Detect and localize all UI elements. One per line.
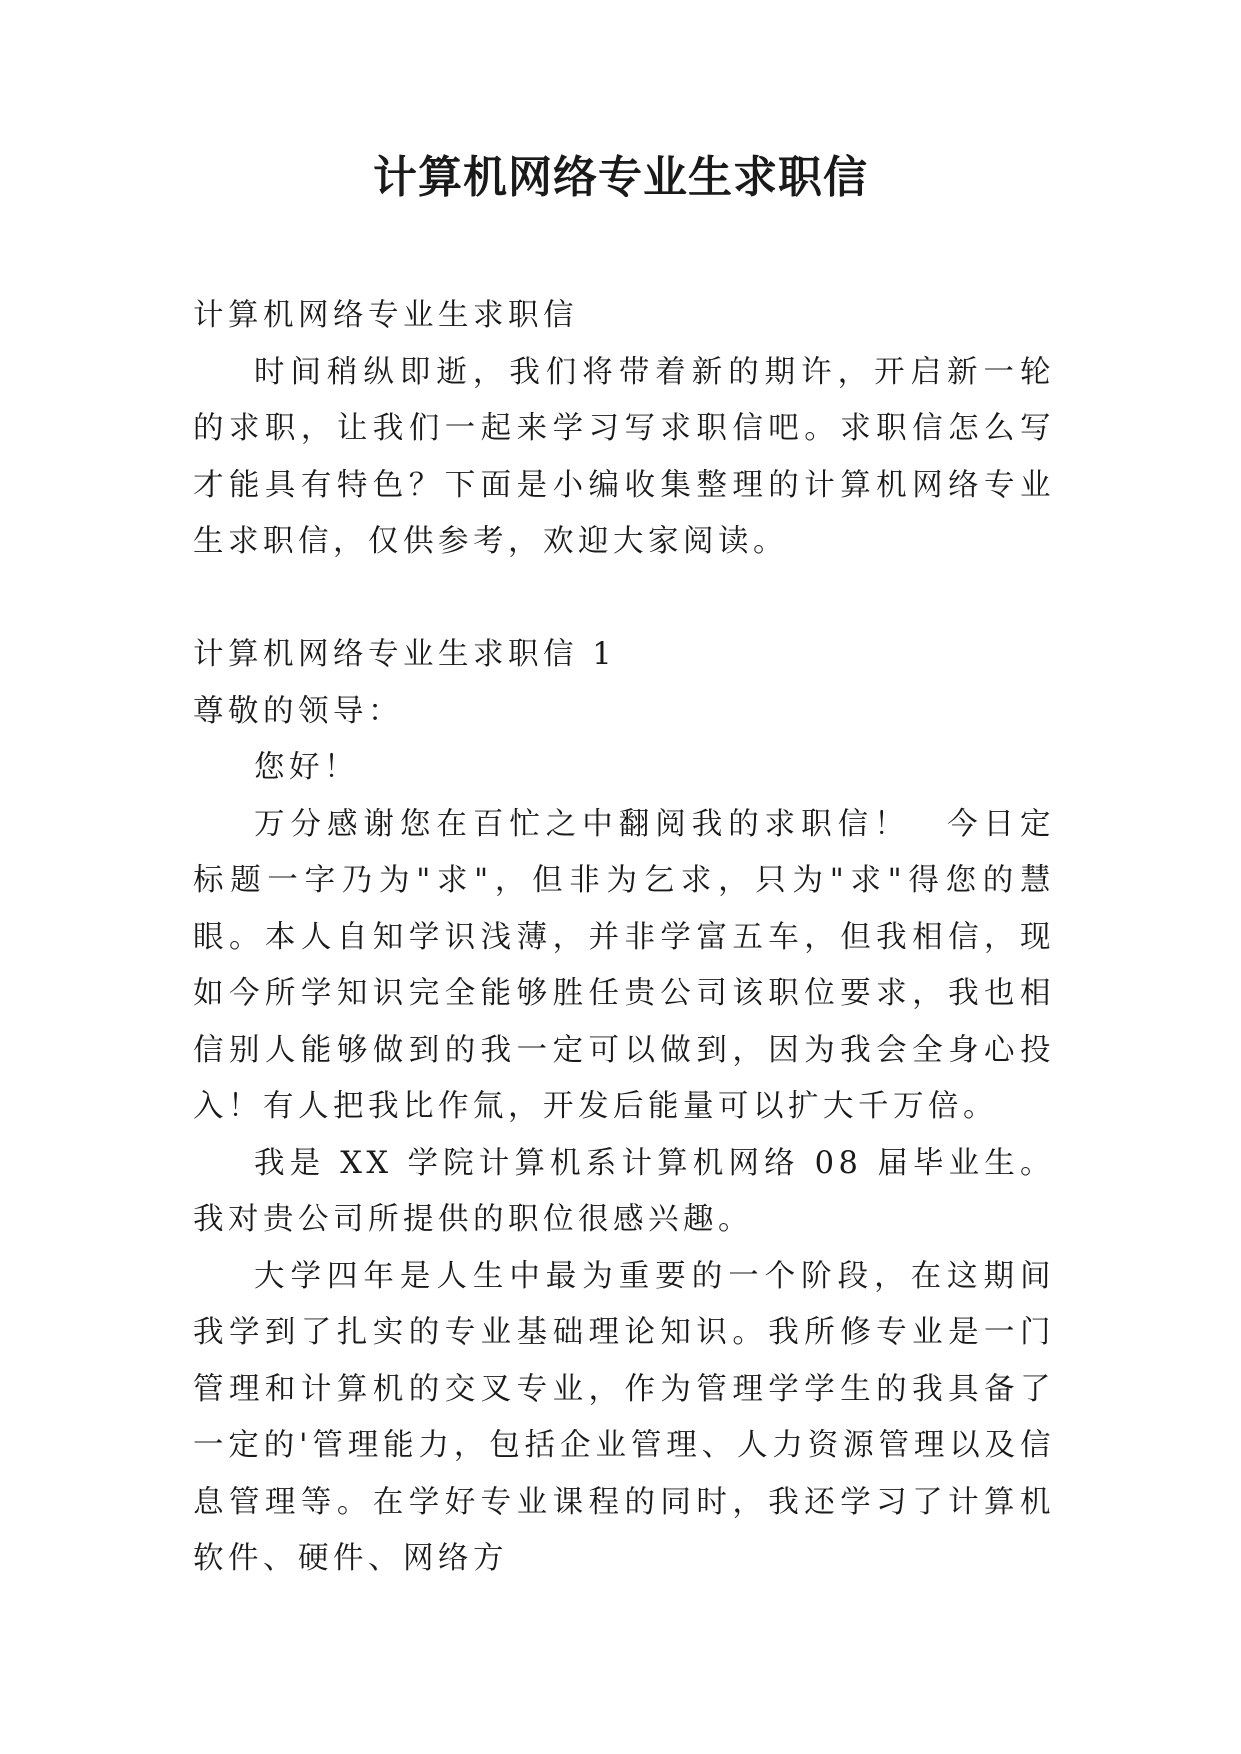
letter-heading: 计算机网络专业生求职信 1: [193, 637, 617, 672]
body-paragraph-2: 我是 XX 学院计算机系计算机网络 08 届毕业生。我对贵公司所提供的职位很感兴趣。: [193, 1145, 1055, 1237]
document-subtitle: 计算机网络专业生求职信: [193, 298, 578, 333]
document-body: [193, 288, 1055, 1588]
body-paragraph-1: 万分感谢您在百忙之中翻阅我的求职信！ 今日定标题一字乃为"求"，但非为乞求，只为"求"得您的慧眼。本人自知学识浅薄，并非学富五车，但我相信，现如今所学知识完全能够胜任贵公司该职位要求，我也相信别人能够做到的我一定可以做到，因为我会全身心投入！有人把我比作氚，开发后能量可以扩大千万倍。: [193, 806, 1055, 1124]
intro-paragraph: 时间稍纵即逝，我们将带着新的期许，开启新一轮的求职，让我们一起来学习写求职信吧。求职信怎么写才能具有特色？下面是小编收集整理的计算机网络专业生求职信，仅供参考，欢迎大家阅读。: [193, 354, 1055, 559]
body-paragraph-3: 大学四年是人生中最为重要的一个阶段，在这期间我学到了扎实的专业基础理论知识。我所修专业是一门管理和计算机的交叉专业，作为管理学学生的我具备了一定的'管理能力，包括企业管理、人力资源管理以及信息管理等。在学好专业课程的同时，我还学习了计算机软件、硬件、网络方: [193, 1258, 1055, 1576]
paragraph-gap: [193, 571, 1055, 628]
greeting: 您好！: [254, 750, 359, 785]
document-title: 计算机网络专业生求职信: [373, 152, 868, 203]
salutation: 尊敬的领导：: [193, 693, 403, 729]
